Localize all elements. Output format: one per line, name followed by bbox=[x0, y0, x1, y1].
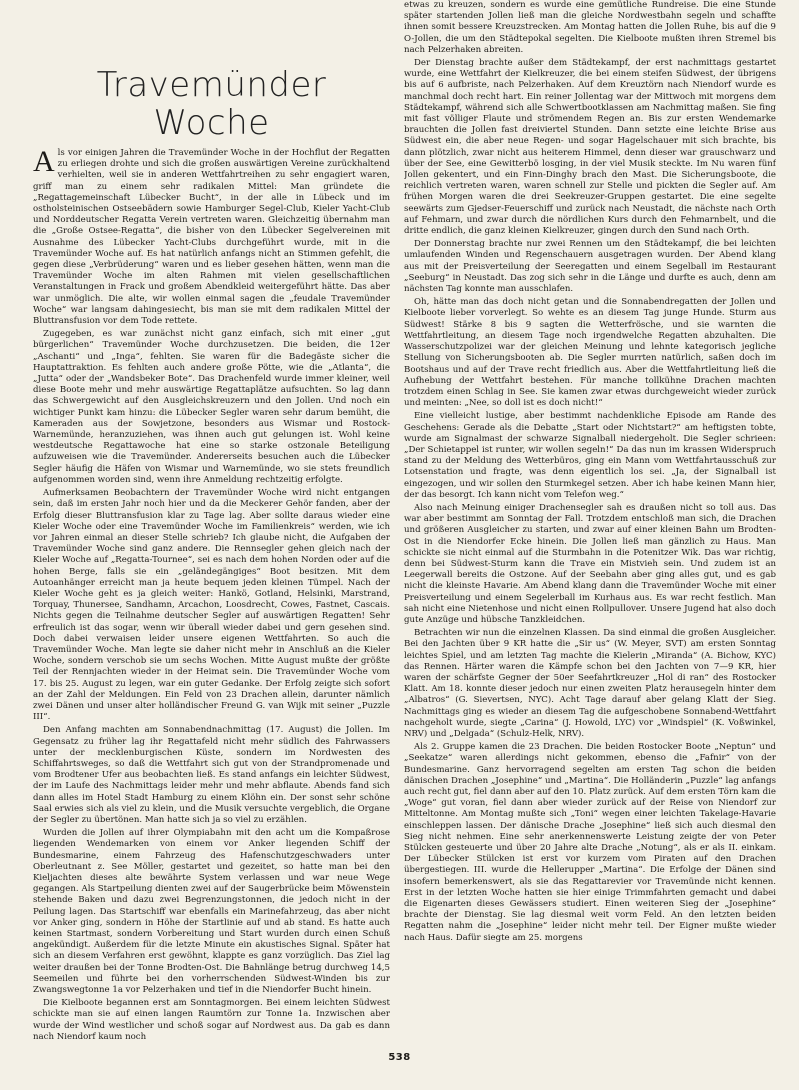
article-title-line1: Travemünder bbox=[96, 66, 327, 105]
right-column bbox=[404, 0, 776, 1046]
drop-cap: A bbox=[33, 145, 55, 178]
article-paragraph: Zugegeben, es war zunächst nicht ganz einfach, sich mit einer „gut bürgerlichen“ Travemünder Woche durchzusetzen. Die beiden, die 12er „Aschanti“ und „Inga“, fehlten. Sie waren für die Badegäste sicher die Hauptattraktion. Es fehlten auch andere große Pötte, wie die „Atlanta“, die „Jutta“ oder der „Wandsbeker Bote“. Das Drachenfeld wurde immer kleiner, weil diese Boote mehr und mehr auswärtige Regattaplätze aufsuchten. So lag dann das Schwergewicht auf den Ausgleichskreuzern und den Jollen. Und noch ein wichtiger Punkt kam hinzu: die Lübecker Segler waren sehr darum bemüht, die Kameraden aus der Sowjetzone, besonders aus Wismar und Rostock-Warnemünde, heranzuziehen, was ihnen auch gut gelungen ist. Wohl keine westdeutsche Regattawoche hat eine so starke ostzonale Beteiligung aufzuweisen wie die Travemünder. Andererseits besuchen auch die Lübecker Segler häufig die Häfen von Wismar und Warnemünde, wo sie stets freundlich aufgenommen worden sind, wenn ihre Anmeldung rechtzeitig erfolgte. bbox=[33, 329, 390, 485]
article-paragraph: Den Anfang machten am Sonnabendnachmittag (17. August) die Jollen. Im Gegensatz zu früher lag ihr Regattafeld nicht mehr südlich des Fahrwassers unter der mecklenburgischen Küste, sondern im Nordwesten des Schiffahrtsweges, so daß die Wettfahrt sich gut von der Strandpromenade und vom Brodtener Ufer aus beobachten ließ. Es stand anfangs ein leichter Südwest, der im Laufe des Nachmittags leider mehr und mehr abflaute. Abends fand sich dann alles im Hotel Stadt Hamburg zu einem Klöhn ein. Der sonst sehr schöne Saal erwies sich als viel zu klein, und die Musik versuchte vergeblich, die Organe der Segler zu übertönen. Man hatte sich ja so viel zu erzählen. bbox=[33, 725, 390, 825]
article-paragraph: Also nach Meinung einiger Drachensegler sah es draußen nicht so toll aus. Das war aber bestimmt am Sonntag der Fall. Trotzdem entschloß man sich, die Drachen und größeren Ausgleicher zu starten, und zwar auf einer kleinen Bahn um Brodten-Ost in die Niendorfer Ecke hinein. Die Jollen ließ man gänzlich zu Haus. Man schickte sie nicht einmal auf die Sturmbahn in die Potenitzer Wik. Das war richtig, denn bei Südwest-Sturm kann die Trave ein Mistvieh sein. Und zudem ist an Leegerwall bereits die Ostzone. Auf der Seebahn aber ging alles gut, und es gab nicht die kleinste Havarie. Am Abend klang dann die Travemünder Woche mit einer Preisverteilung und einem Segelerball im Kurhaus aus. Es war recht festlich. Man sah nicht eine Nietenhose und nicht einen Rollpullover. Unsere Jugend hat also doch gute Anzüge und hübsche Tanzkleidchen. bbox=[404, 502, 776, 625]
article-paragraph: Der Donnerstag brachte nur zwei Rennen um den Städtekampf, die bei leichten umlaufenden Winden und Regenschauern ausgetragen wurden. Der Abend klang aus mit der Preisverteilung der Seeregatten und einem Segelball im Restaurant „Seeburg“ in Neustadt. Das zog sich sehr in die Länge und durfte es auch, denn am nächsten Tag konnte man ausschlafen. bbox=[404, 239, 776, 295]
article-paragraph: Aufmerksamen Beobachtern der Travemünder Woche wird nicht entgangen sein, daß im ersten Jahr noch hier und da die Meckerer Gehör fanden, aber der Erfolg dieser Bluttransfusion klar zu Tage lag. Aber sollte daraus wieder eine Kieler Woche oder eine Travemünder Woche im Familienkreis“ werden, wie ich vor Jahren einmal an dieser Stelle schrieb? Ich glaube nicht, die Aufgaben der Travemünder Woche sind ganz andere. Die Rennsegler gehen gleich nach der Kieler Woche auf „Regatta-Tournee“, sei es nach dem hohen Norden oder auf die hohen Berge, falls sie ein „geländegängiges“ Boot besitzen. Mit dem Autoanhänger erreicht man ja heute bequem jeden kleinen Tümpel. Nach der Kieler Woche geht es ja gleich weiter: Hankö, Gotland, Helsinki, Marstrand, Torquay, Thunersee, Sandhamn, Arcachon, Loosdrecht, Cowes, Fastnet, Cascais. Nichts gegen die Teilnahme deutscher Segler auf auswärtigen Regatten! Sehr erfreulich ist das sogar, wenn wir überall wieder dabei und gern gesehen sind. Doch dabei verwaisen leider unsere eigenen Wettfahrten. So auch die Travemünder Woche. Man legte sie daher nicht mehr in Anschluß an die Kieler Woche, sondern verschob sie um sechs Wochen. Mitte August mußte der größte Teil der Rennjachten wieder in der Heimat sein. Die Travemünder Woche vom 17. bis 25. August zu legen, war ein guter Gedanke. Der Erfolg zeigte sich sofort an der Zahl der Meldungen. Ein Feld von 23 Drachen allein, darunter nämlich zwei Dänen und unser alter holländischer Freund G. van Wijk mit seiner „Puzzle III“. bbox=[33, 488, 390, 723]
article-paragraph: etwas zu kreuzen, sondern es wurde eine gemütliche Rundreise. Die eine Stunde später startenden Jollen ließ man die gleiche Nordwestbahn segeln und schaffte ihnen somit bessere Kreuzstrecken. Am Montag hatten die Jollen Ruhe, bis auf die 9 O-Jollen, die um den Städtepokal segelten. Die Kielboote mußten ihren Stremel bis nach Pelzerhaken abreiten. bbox=[404, 0, 776, 55]
article-paragraph: Betrachten wir nun die einzelnen Klassen. Da sind einmal die großen Ausgleicher. Bei den Jachten über 9 KR hatte die „Sir us“ (W. Meyer, SVT) am ersten Sonntag leichtes Spiel, und am letzten Tag machte die Kielerin „Miranda“ (A. Bichow, KYC) das Rennen. Härter waren die Kämpfe schon bei den Jachten von 7—9 KR, hier waren der schärfste Gegner der 50er Seefahrtkreuzer „Hol di ran“ des Rostocker Klatt. Am 18. konnte dieser jedoch nur einen zweiten Platz herausegeln hinter dem „Albatros“ (G. Sievertsen, NYC). Acht Tage darauf aber gelang Klatt der Sieg. Nachmittags ging es wieder an diesem Tag die aufgeschobene Sonnabend-Wettfahrt nachgeholt wurde, siegte „Carina“ (J. Howold, LYC) vor „Windspiel“ (K. Voßwinkel, NRV) und „Delgada“ (Schulz-Helk, NRV). bbox=[404, 628, 776, 739]
article-paragraph: Eine vielleicht lustige, aber bestimmt nachdenkliche Episode am Rande des Geschehens: Gerade als die Debatte „Start oder Nichtstart?“ am heftigsten tobte, wurde am Signalmast der schwarze Signalball niedergeholt. Die Segler schrieen: „Der Schietappel ist runter, wir wollen segeln!“ Da das nun im krassen Widerspruch stand zu der Meldung des Wetterbüros, ging ein Mann vom Wettfahrtausschuß zur Lotsenstation und fragte, was denn eigentlich los sei. „Ja, der Signalball ist eingezogen, und wir sollen den Sturmkegel setzen. Aber ich habe keinen Mann hier, der das besorgt. Ich kann nicht vom Telefon weg.“ bbox=[404, 411, 776, 500]
article-paragraph: Der Dienstag brachte außer dem Städtekampf, der erst nachmittags gestartet wurde, eine Wettfahrt der Kielkreuzer, die bei einem steifen Südwest, der übrigens bis auf 6 aufbriste, nach Pelzerhaken. Auf dem Kreuztörn nach Niendorf wurde es manchmal doch recht hart. Ein reiner Jollentag war der Mittwoch mit morgens dem Städtekampf, während sich alle Schwertbootklassen am Nachmittag maßen. Sie fing mit fast völliger Flaute und strömendem Regen an. Bis zur ersten Wendemarke brauchten die Jollen fast dreiviertel Stunden. Dann setzte eine leichte Brise aus Südwest ein, die aber neue Regen- und sogar Hagelschauer mit sich brachte, bis dann plötzlich, zwar nicht aus heiterem Himmel, denn dieser war grauschwarz und über der See, eine Gewitterbö losging, in der viel Musik steckte. Im Nu waren fünf Jollen gekentert, und ein Finn-Dinghy brach den Mast. Die Sicherungsboote, die reichlich vertreten waren, waren schnell zur Stelle und pickten die Segler auf. Am frühen Morgen waren die drei Seekreuzer-Gruppen gestartet. Die eine segelte seewärts zum Gjedser-Feuerschiff und zurück nach Neustadt, die nächste nach Orth auf Fehmarn, und zwar durch die nördlichen Kurs durch den Fehmarnbelt, und die dritte endlich, die ganz kleinen Kielkreuzer, gingen durch den Sund nach Orth. bbox=[404, 58, 776, 237]
article-paragraph: Als 2. Gruppe kamen die 23 Drachen. Die beiden Rostocker Boote „Neptun“ und „Seekatze“ waren allerdings nicht gekommen, ebenso die „Fafnir“ von der Bundesmarine. Ganz hervorragend segelten am ersten Tag schon die beiden dänischen Drachen „Josephine“ und „Martina“. Die Holländerin „Puzzle“ lag anfangs auch recht gut, fiel dann aber auf den 10. Platz zurück. Auf dem ersten Törn kam die „Woge“ gut voran, fiel dann aber wieder zurück auf der Reise von Niendorf zur Mitteltonne. Am Montag mußte sich „Toni“ wegen einer leichten Takelage-Havarie einschleppen lassen. Der dänische Drache „Josephine“ ließ sich auch diesmal den Sieg nicht nehmen. Eine sehr anerkennenswerte Leistung zeigte der von Peter Stülcken gesteuerte und über 20 Jahre alte Drache „Notung“, als er als II. einkam. Der Lübecker Stülcken ist erst vor kurzem vom Piraten auf den Drachen übergestiegen. III. wurde die Hellerupper „Martina“. Die Erfolge der Dänen sind insofern bemerkenswert, als sie das Regattarevier vor Travemünde nicht kennen. Erst in der letzten Woche hatten sie hier einige Trimmfahrten gemacht und dabei die Eigenarten dieses Gewässers studiert. Einen weiteren Sieg der „Josephine“ brachte der Dienstag. Sie lag diesmal weit vorm Feld. An den letzten beiden Regatten nahm die „Josephine“ leider nicht mehr teil. Der Eigner mußte wieder nach Haus. Dafür siegte am 25. morgens bbox=[404, 742, 776, 943]
article-paragraph: Als vor einigen Jahren die Travemünder Woche in der Hochflut der Regatten zu erliegen drohte und sich die großen auswärtigen Vereine zurückhaltend verhielten, weil sie in anderen Wettfahrtreihen zu sehr engagiert waren, griff man zu einem sehr radikalen Mittel: Man gründete die „Regattagemeinschaft Lübecker Bucht“, in der alle in Lübeck und im ostholsteinischen Ostseebädern sowie Hamburger Segel-Club, Kieler Yacht-Club und Norddeutscher Regatta Verein vertreten waren. Gleichzeitig übernahm man die „Große Ostsee-Regatta“, die bisher von den Lübecker Segelvereinen mit Ausnahme des Lübecker Yacht-Clubs durchgeführt wurde, mit in die Travemünder Woche auf. Es hat natürlich anfangs nicht an Stimmen gefehlt, die gegen diese „Verbrüderung“ waren und es lieber gesehen hätten, wenn man die Travemünder Woche im alten Rahmen mit vielen gesellschaftlichen Veranstaltungen in Frack und großem Abendkleid weitergeführt hätte. Das aber war unmöglich. Die alte, wir wollen einmal sagen die „feudale Travemünder Woche“ war langsam dahingesiecht, bis man sie mit dem radikalen Mittel der Bluttransfusion vor dem Tode rettete. bbox=[33, 145, 390, 327]
page-number: 538 bbox=[388, 1052, 411, 1063]
article-paragraph: Die Kielboote begannen erst am Sonntagmorgen. Bei einem leichten Südwest schickte man sie auf einen langen Raumtörn zur Tonne 1a. Inzwischen aber wurde der Wind westlicher und schoß sogar auf Nordwest aus. Da gab es dann nach Niendorf kaum noch bbox=[33, 998, 390, 1042]
article-title-line2: Woche bbox=[153, 103, 270, 143]
article-paragraph: Oh, hätte man das doch nicht getan und die Sonnabendregatten der Jollen und Kielboote lieber vorverlegt. So wehte es an diesem Tag junge Hunde. Sturm aus Südwest! Stärke 8 bis 9 sagten die Wetterfrösche, und sie warnten die Wettfahrtleitung, an diesem Tage noch irgendwelche Regatten abzuhalten. Die Wasserschutzpolizei war der gleichen Meinung und lehnte kategorisch jegliche Stellung von Sicherungsbooten ab. Die Segler murrten natürlich, saßen doch im Bootshaus und auf der Trave recht friedlich aus. Aber die Wettfahrtleitung ließ die Aufhebung der Wettfahrt bestehen. Für manche tollkühne Drachen machten trotzdem einen Schlag in See. Sie kamen zwar etwas durchgeweicht wieder zurück und meinten: „Nee, so doll ist es doch nicht!“ bbox=[404, 297, 776, 409]
article-paragraph: Wurden die Jollen auf ihrer Olympiabahn mit den acht um die Kompaßrose liegenden Wendemarken von einem vor Anker liegenden Schiff der Bundesmarine, einem Fahrzeug des Hafenschutzgeschwaders unter Oberleutnant z. See Möller, gestartet und gezeitet, so hatte man bei den Kieljachten dieses alte bewährte System verlassen und war neue Wege gegangen. Als Startpeilung dienten zwei auf der Saugerbrücke beim Möwenstein stehende Baken und dazu zwei Begrenzungstonnen, die jedoch nicht in der Peilung lagen. Das Startschiff war ebenfalls ein Marinefahrzeug, das aber nicht vor Anker ging, sondern in Höhe der Startlinie auf und ab stand. Es hatte auch keinen Startmast, sondern Vorbereitung und Start wurden durch einen Schuß angekündigt. Außerdem für die letzte Minute ein akustisches Signal. Später hat sich an diesem Verfahren erst gewöhnt, klappte es ganz vorzüglich. Das Ziel lag weiter draußen bei der Tonne Brodten-Ost. Die Bahnlänge betrug durchweg 14,5 Seemeilen und führte bei den vorherrschenden Südwest-Winden bis zur Zwangswegtonne 1a vor Pelzerhaken und tief in die Niendorfer Bucht hinein. bbox=[33, 828, 390, 996]
left-column bbox=[33, 66, 390, 1046]
article-title-block bbox=[33, 66, 390, 143]
